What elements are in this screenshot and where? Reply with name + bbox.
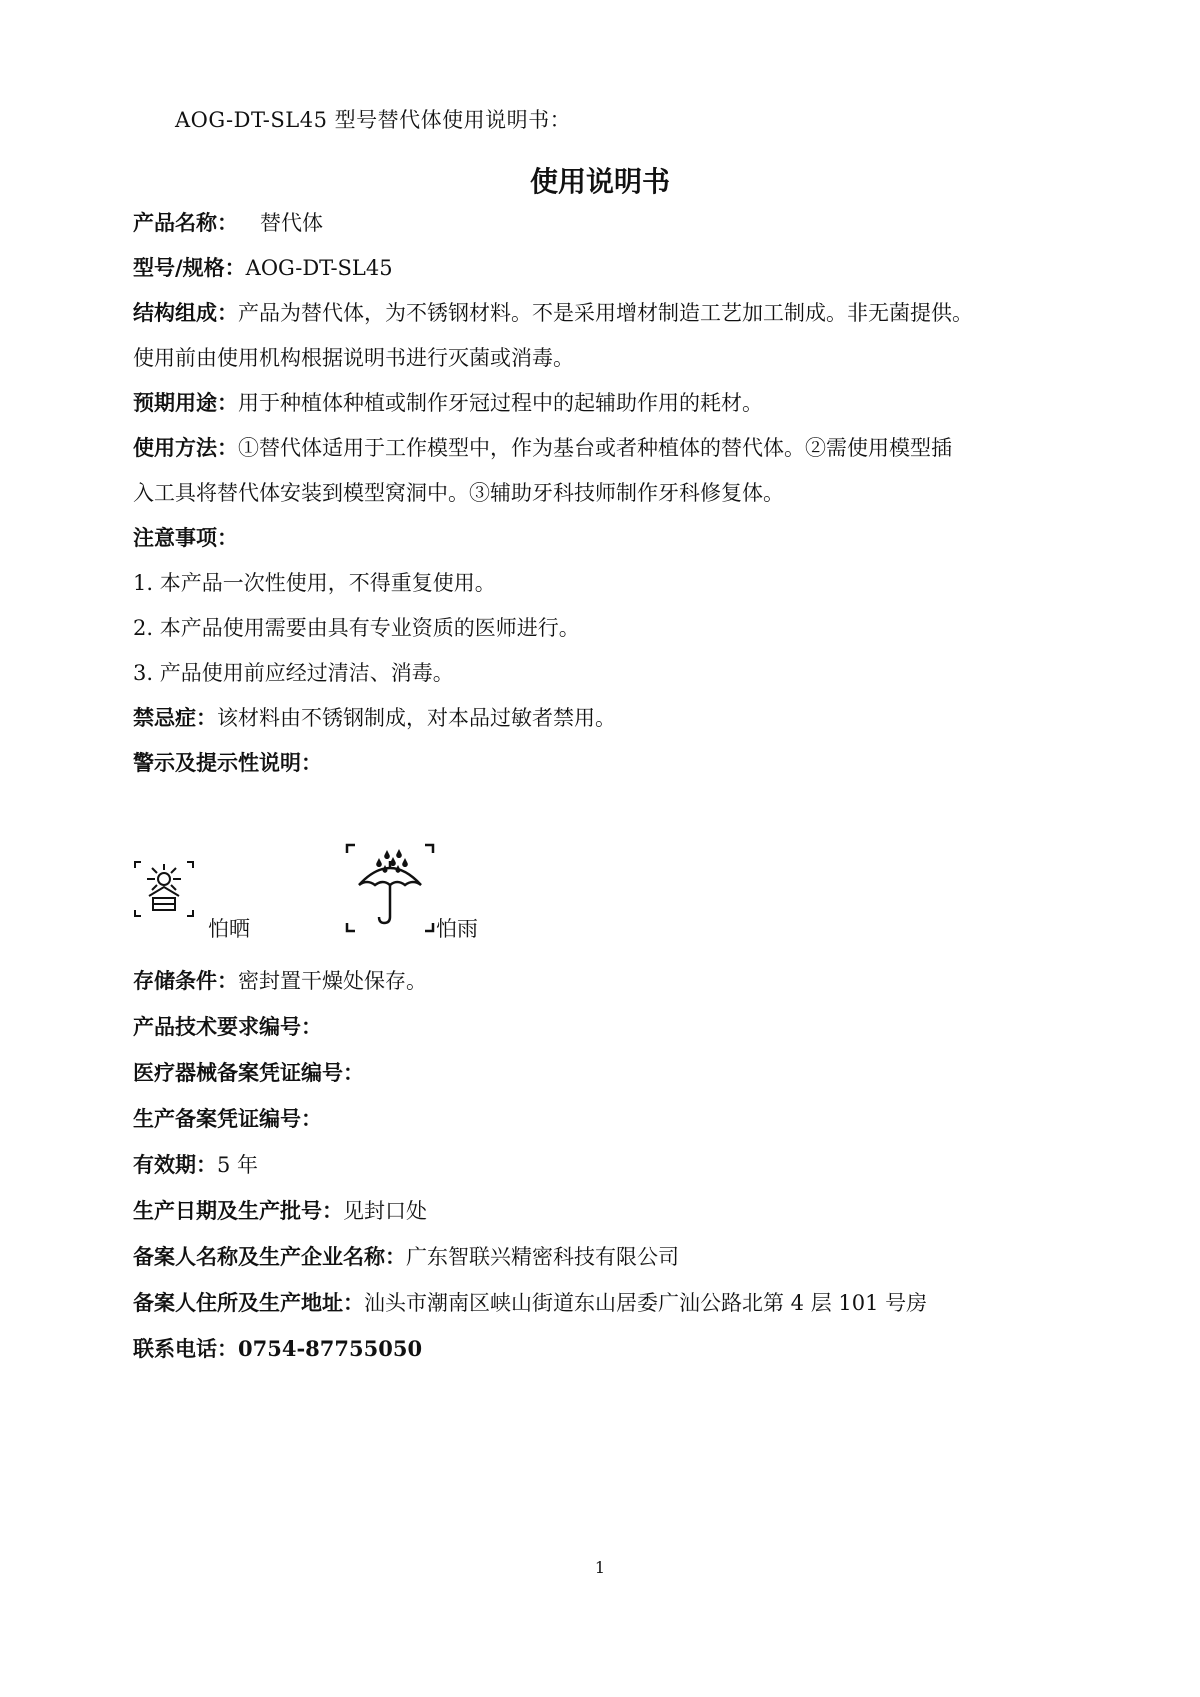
model-label: 型号/规格： (133, 256, 246, 280)
warnings-label: 警示及提示性说明： (133, 751, 322, 775)
intended-use-label: 预期用途： (133, 391, 238, 415)
contraindications-label: 禁忌症： (133, 706, 217, 730)
usage-row (133, 433, 952, 463)
intended-use-value: 用于种植体种植或制作牙冠过程中的起辅助作用的耗材。 (238, 391, 763, 415)
keep-dry-umbrella-icon (345, 843, 435, 933)
device-record-row (133, 1058, 364, 1088)
usage-label: 使用方法： (133, 436, 238, 460)
contraindications-row (133, 703, 616, 733)
validity-label: 有效期： (133, 1153, 217, 1177)
structure-value: 产品为替代体，为不锈钢材料。不是采用增材制造工艺加工制成。非无菌提供。 (238, 301, 973, 325)
tech-req-label: 产品技术要求编号： (133, 1015, 322, 1039)
storage-label: 存储条件： (133, 969, 238, 993)
product-name-row (133, 208, 323, 238)
document-title: 使用说明书 (529, 165, 670, 198)
contact-phone: 0754-87755050 (238, 1336, 423, 1361)
sunlight-symbol-label: 怕晒 (208, 917, 250, 941)
validity-row (133, 1150, 258, 1180)
document-intro: AOG-DT-SL45 型号替代体使用说明书： (175, 108, 572, 132)
model-value: AOG-DT-SL45 (245, 256, 393, 280)
precaution-item: 1. 本产品一次性使用，不得重复使用。 (133, 571, 496, 595)
registrant-name-label: 备案人名称及生产企业名称： (133, 1245, 406, 1269)
precautions-heading (133, 523, 238, 553)
usage-continuation: 入工具将替代体安装到模型窝洞中。③辅助牙科技师制作牙科修复体。 (133, 481, 784, 505)
registrant-address-value: 汕头市潮南区峡山街道东山居委广汕公路北第 4 层 101 号房 (364, 1291, 928, 1315)
production-date-row (133, 1196, 427, 1226)
intended-use-row (133, 388, 763, 418)
production-record-label: 生产备案凭证编号： (133, 1107, 322, 1131)
warnings-heading (133, 748, 322, 778)
storage-row (133, 966, 427, 996)
production-date-label: 生产日期及生产批号： (133, 1199, 343, 1223)
structure-row (133, 298, 973, 328)
structure-continuation: 使用前由使用机构根据说明书进行灭菌或消毒。 (133, 346, 574, 370)
contraindications-value: 该材料由不锈钢制成，对本品过敏者禁用。 (217, 706, 616, 730)
registrant-name-value: 广东智联兴精密科技有限公司 (406, 1245, 679, 1269)
model-row (133, 253, 393, 283)
production-record-row (133, 1104, 322, 1134)
contact-row (133, 1334, 422, 1364)
usage-value: ①替代体适用于工作模型中，作为基台或者种植体的替代体。②需使用模型插 (238, 436, 952, 460)
tech-req-row (133, 1012, 322, 1042)
contact-label: 联系电话： (133, 1337, 238, 1361)
registrant-address-row (133, 1288, 927, 1318)
product-name-label: 产品名称： (133, 211, 238, 235)
rain-symbol-label: 怕雨 (436, 917, 478, 941)
precaution-item: 2. 本产品使用需要由具有专业资质的医师进行。 (133, 616, 580, 640)
registrant-address-label: 备案人住所及生产地址： (133, 1291, 364, 1315)
keep-away-from-sunlight-icon (133, 860, 195, 918)
product-name-value: 替代体 (260, 211, 323, 235)
precaution-item: 3. 产品使用前应经过清洁、消毒。 (133, 661, 454, 685)
registrant-name-row (133, 1242, 679, 1272)
validity-value: 5 年 (217, 1153, 259, 1177)
page-number: 1 (594, 1558, 606, 1577)
device-record-label: 医疗器械备案凭证编号： (133, 1061, 364, 1085)
production-date-value: 见封口处 (343, 1199, 427, 1223)
storage-value: 密封置干燥处保存。 (238, 969, 427, 993)
precautions-label: 注意事项： (133, 526, 238, 550)
structure-label: 结构组成： (133, 301, 238, 325)
